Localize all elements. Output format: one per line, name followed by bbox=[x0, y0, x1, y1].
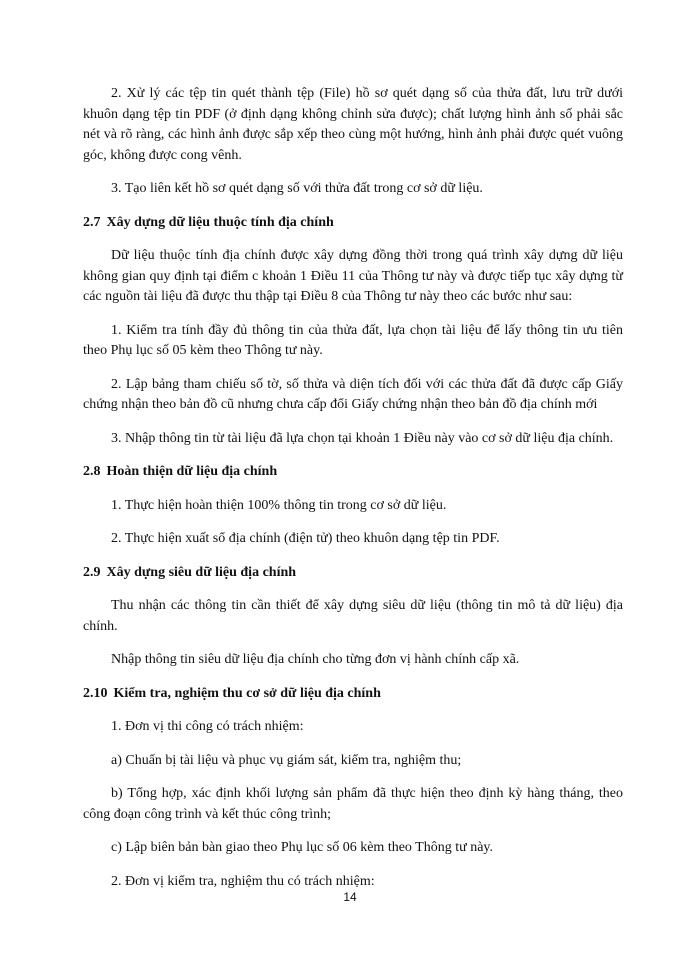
section-title: Hoàn thiện dữ liệu địa chính bbox=[106, 464, 278, 479]
paragraph: Nhập thông tin siêu dữ liệu địa chính cho từng đơn vị hành chính cấp xã. bbox=[111, 652, 520, 667]
section-number: 2.10 bbox=[83, 685, 108, 701]
section-heading bbox=[83, 213, 623, 234]
section-number: 2.7 bbox=[83, 214, 101, 230]
section-number: 2.9 bbox=[83, 564, 101, 580]
paragraph: 1. Thực hiện hoàn thiện 100% thông tin trong cơ sở dữ liệu. bbox=[111, 497, 447, 513]
paragraph: a) Chuẩn bị tài liệu và phục vụ giám sát, kiểm tra, nghiệm thu; bbox=[111, 752, 462, 768]
paragraph: 3. Nhập thông tin từ tài liệu đã lựa chọn tại khoản 1 Điều này vào cơ sở dữ liệu địa chính. bbox=[111, 430, 614, 446]
paragraph: 2. Lập bảng tham chiếu số tờ, số thửa và diện tích đối với các thửa đất đã được cấp Giấy chứng nhận theo bản đồ cũ nhưng chưa cấp đổi Giấy chứng nhận theo bản đồ địa chính mới bbox=[83, 376, 623, 412]
paragraph: 3. Tạo liên kết hồ sơ quét dạng số với thửa đất trong cơ sở dữ liệu. bbox=[111, 181, 483, 196]
paragraph: Thu nhận các thông tin cần thiết để xây dựng siêu dữ liệu (thông tin mô tả dữ liệu) địa chính. bbox=[83, 598, 623, 634]
section-title: Xây dựng dữ liệu thuộc tính địa chính bbox=[106, 214, 334, 230]
paragraph: 2. Thực hiện xuất sổ địa chính (điện tử) theo khuôn dạng tệp tin PDF. bbox=[111, 531, 500, 546]
paragraph: Dữ liệu thuộc tính địa chính được xây dựng đồng thời trong quá trình xây dựng dữ liệu không gian quy định tại điểm c khoản 1 Điều 11 của Thông tư này và được tiếp tục xây dựng từ các nguồn tài liệu đã được thu thập tại Điều 8 của Thông tư này theo các bước như sau: bbox=[83, 248, 623, 304]
section-title: Xây dựng siêu dữ liệu địa chính bbox=[106, 564, 297, 580]
section-number: 2.8 bbox=[83, 464, 101, 479]
page-number: 14 bbox=[343, 890, 357, 904]
section-heading bbox=[83, 563, 623, 584]
paragraph: 2. Đơn vị kiểm tra, nghiệm thu có trách nhiệm: bbox=[111, 873, 375, 889]
paragraph: c) Lập biên bản bàn giao theo Phụ lục số 06 kèm theo Thông tư này. bbox=[111, 840, 494, 855]
paragraph: 1. Kiểm tra tính đầy đủ thông tin của thửa đất, lựa chọn tài liệu để lấy thông tin ưu tiên theo Phụ lục số 05 kèm theo Thông tư này. bbox=[83, 322, 623, 358]
paragraph: 1. Đơn vị thi công có trách nhiệm: bbox=[111, 719, 304, 734]
section-heading bbox=[83, 462, 623, 483]
paragraph: 2. Xử lý các tệp tin quét thành tệp (File) hồ sơ quét dạng số của thửa đất, lưu trữ dưới khuôn dạng tệp tin PDF (ở định dạng không chỉnh sửa được); chất lượng hình ảnh số phải sắc nét và rõ ràng, các hình ảnh được sắp xếp theo cùng một hướng, hình ảnh phải được quét vuông góc, không được cong vênh. bbox=[83, 86, 623, 163]
document-body bbox=[83, 84, 623, 905]
section-title: Kiểm tra, nghiệm thu cơ sở dữ liệu địa chính bbox=[113, 685, 381, 701]
paragraph: b) Tổng hợp, xác định khối lượng sản phẩm đã thực hiện theo định kỳ hàng tháng, theo công đoạn công trình và kết thúc công trình; bbox=[83, 786, 623, 822]
section-heading bbox=[83, 684, 623, 705]
